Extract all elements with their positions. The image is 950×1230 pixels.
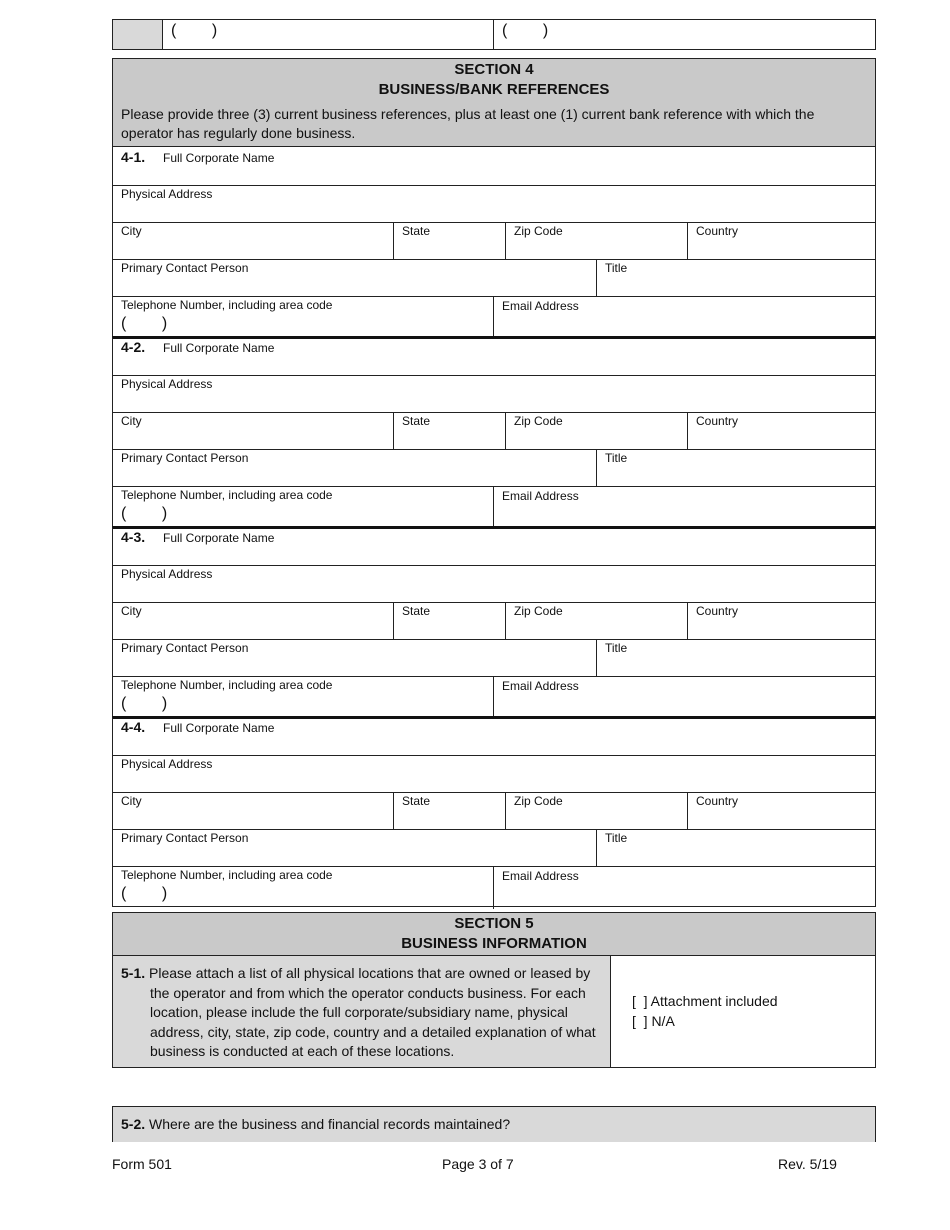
question-5-2-text <box>121 1116 510 1132</box>
label-physical-address: Physical Address <box>121 377 213 391</box>
section4-subtitle: BUSINESS/BANK REFERENCES <box>378 81 610 98</box>
label-state: State <box>402 794 431 808</box>
section4-header <box>112 58 876 147</box>
telephone-area-code-paren: ( ) <box>121 695 168 712</box>
row-city-state-zip-country <box>113 413 875 449</box>
field-country[interactable] <box>688 793 875 829</box>
telephone-area-code-paren: ( ) <box>121 505 168 522</box>
label-title: Title <box>605 451 628 465</box>
question-5-1-text <box>121 964 603 1062</box>
field-country[interactable] <box>688 413 875 449</box>
label-full-corporate-name: Full Corporate Name <box>163 341 275 355</box>
question-5-1-text-cell <box>113 956 611 1067</box>
label-state: State <box>402 604 431 618</box>
field-email[interactable] <box>494 867 875 909</box>
label-primary-contact: Primary Contact Person <box>121 831 249 845</box>
option-na[interactable]: [ ] N/A <box>632 1013 675 1029</box>
field-country[interactable] <box>688 603 875 639</box>
label-title: Title <box>605 831 628 845</box>
label-email: Email Address <box>502 489 579 503</box>
row-contact-title <box>113 450 875 486</box>
field-city[interactable] <box>113 223 394 259</box>
field-email[interactable] <box>494 677 875 719</box>
top-phone-row <box>112 19 876 50</box>
row-contact-title <box>113 830 875 866</box>
reference-block <box>112 336 876 527</box>
reference-block <box>112 716 876 907</box>
reference-block <box>112 526 876 717</box>
field-telephone[interactable] <box>113 297 494 337</box>
field-title[interactable] <box>597 450 875 486</box>
label-country: Country <box>696 414 739 428</box>
field-telephone[interactable] <box>113 677 494 719</box>
label-zip-code: Zip Code <box>514 414 563 428</box>
label-country: Country <box>696 794 739 808</box>
field-email[interactable] <box>494 297 875 337</box>
label-telephone: Telephone Number, including area code <box>121 298 333 312</box>
label-country: Country <box>696 604 739 618</box>
field-telephone[interactable] <box>113 487 494 529</box>
field-state[interactable] <box>394 223 506 259</box>
row-physical-address[interactable] <box>113 566 875 602</box>
label-zip-code: Zip Code <box>514 224 563 238</box>
row-phone-email <box>113 487 875 529</box>
field-country[interactable] <box>688 223 875 259</box>
top-row-right-paren[interactable]: ( ) <box>502 22 549 39</box>
field-city[interactable] <box>113 603 394 639</box>
field-zip-code[interactable] <box>506 223 688 259</box>
label-full-corporate-name: Full Corporate Name <box>163 531 275 545</box>
question-5-1-number: 5-1. <box>121 965 146 981</box>
label-telephone: Telephone Number, including area code <box>121 868 333 882</box>
label-physical-address: Physical Address <box>121 567 213 581</box>
top-row-grey-cell <box>113 20 163 49</box>
label-physical-address: Physical Address <box>121 187 213 201</box>
question-5-1-body: Please attach a list of all physical locations that are owned or leased by the operator and from which the operator conducts business. For each location, please include the full corporate/subsidiary name, physical address, city, state, zip code, country and a detailed explanation of what business is conducted at each of these locations. <box>149 965 596 1059</box>
field-primary-contact[interactable] <box>113 830 597 866</box>
row-contact-title <box>113 260 875 296</box>
field-telephone[interactable] <box>113 867 494 909</box>
label-email: Email Address <box>502 679 579 693</box>
question-5-2 <box>112 1106 876 1142</box>
footer-revision: Rev. 5/19 <box>778 1156 837 1172</box>
row-phone-email <box>113 677 875 719</box>
label-city: City <box>121 794 142 808</box>
label-city: City <box>121 224 142 238</box>
label-state: State <box>402 414 431 428</box>
label-primary-contact: Primary Contact Person <box>121 641 249 655</box>
field-email[interactable] <box>494 487 875 529</box>
label-telephone: Telephone Number, including area code <box>121 488 333 502</box>
question-5-2-body: Where are the business and financial records maintained? <box>149 1116 511 1132</box>
row-city-state-zip-country <box>113 793 875 829</box>
row-physical-address[interactable] <box>113 756 875 792</box>
reference-number: 4-2. <box>121 339 146 355</box>
reference-number: 4-1. <box>121 149 146 165</box>
row-corporate-name[interactable] <box>113 147 875 185</box>
label-telephone: Telephone Number, including area code <box>121 678 333 692</box>
field-state[interactable] <box>394 603 506 639</box>
label-title: Title <box>605 641 628 655</box>
section5-title: SECTION 5 <box>454 915 534 932</box>
field-title[interactable] <box>597 830 875 866</box>
reference-number: 4-4. <box>121 719 146 735</box>
label-zip-code: Zip Code <box>514 794 563 808</box>
row-corporate-name[interactable] <box>113 527 875 565</box>
row-phone-email <box>113 297 875 337</box>
label-full-corporate-name: Full Corporate Name <box>163 151 275 165</box>
label-country: Country <box>696 224 739 238</box>
field-zip-code[interactable] <box>506 603 688 639</box>
section5-header <box>112 912 876 956</box>
label-primary-contact: Primary Contact Person <box>121 261 249 275</box>
field-primary-contact[interactable] <box>113 640 597 676</box>
label-city: City <box>121 414 142 428</box>
label-city: City <box>121 604 142 618</box>
row-physical-address[interactable] <box>113 186 875 222</box>
field-city[interactable] <box>113 793 394 829</box>
field-state[interactable] <box>394 413 506 449</box>
field-zip-code[interactable] <box>506 793 688 829</box>
row-physical-address[interactable] <box>113 376 875 412</box>
top-row-left-paren[interactable]: ( ) <box>171 22 218 39</box>
section4-instructions: Please provide three (3) current business references, plus at least one (1) current bank reference with which the operator has regularly done business. <box>121 106 815 141</box>
label-title: Title <box>605 261 628 275</box>
section4-title: SECTION 4 <box>454 61 534 78</box>
reference-number: 4-3. <box>121 529 146 545</box>
label-state: State <box>402 224 431 238</box>
field-title[interactable] <box>597 260 875 296</box>
field-title[interactable] <box>597 640 875 676</box>
question-5-1 <box>112 955 876 1068</box>
telephone-area-code-paren: ( ) <box>121 885 168 902</box>
telephone-area-code-paren: ( ) <box>121 315 168 332</box>
row-phone-email <box>113 867 875 909</box>
footer-page-number: Page 3 of 7 <box>442 1156 514 1172</box>
reference-block <box>112 146 876 337</box>
label-physical-address: Physical Address <box>121 757 213 771</box>
footer-form-number: Form 501 <box>112 1156 172 1172</box>
row-corporate-name[interactable] <box>113 717 875 755</box>
row-city-state-zip-country <box>113 223 875 259</box>
label-email: Email Address <box>502 869 579 883</box>
label-primary-contact: Primary Contact Person <box>121 451 249 465</box>
field-zip-code[interactable] <box>506 413 688 449</box>
row-contact-title <box>113 640 875 676</box>
field-state[interactable] <box>394 793 506 829</box>
field-primary-contact[interactable] <box>113 450 597 486</box>
question-5-2-number: 5-2. <box>121 1116 146 1132</box>
field-city[interactable] <box>113 413 394 449</box>
row-city-state-zip-country <box>113 603 875 639</box>
row-corporate-name[interactable] <box>113 337 875 375</box>
label-email: Email Address <box>502 299 579 313</box>
label-full-corporate-name: Full Corporate Name <box>163 721 275 735</box>
section5-subtitle: BUSINESS INFORMATION <box>401 935 587 952</box>
field-primary-contact[interactable] <box>113 260 597 296</box>
label-zip-code: Zip Code <box>514 604 563 618</box>
option-attachment-included[interactable]: [ ] Attachment included <box>632 993 778 1009</box>
